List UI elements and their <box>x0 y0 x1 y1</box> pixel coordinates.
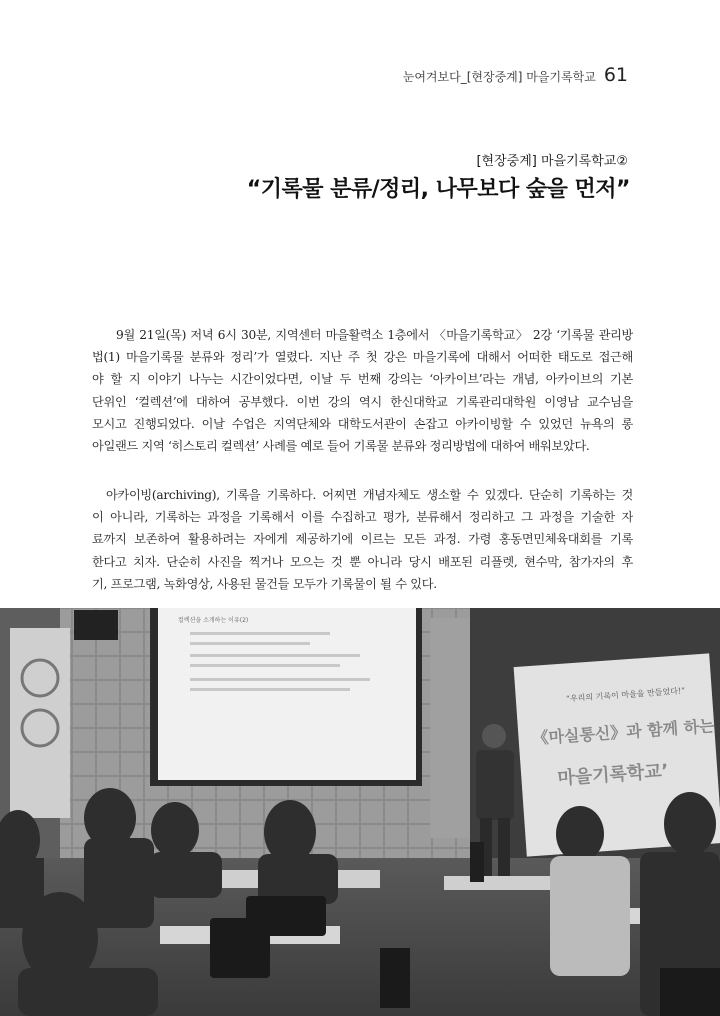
text-line: 아일랜드 지역 ‘히스토리 컬렉션’ 사례를 예로 들어 기록물 분류와 정리방법에 대하여 배워보았다. <box>92 439 590 454</box>
text-line: 아카이빙(archiving), 기록을 기록하다. 어찌면 개념자체도 생소할 수 있겠다. 단순히 기록하는 것 <box>106 488 633 502</box>
section-label: 눈여겨보다_[현장중계] 마을기록학교 <box>402 70 596 84</box>
banner-line-1: 《마실통신》과 함께 하는 <box>531 716 716 748</box>
text-line: 한다고 치자. 단순히 사진을 찍거나 모으는 것 뿐 아니라 당시 배포된 리플렛, 현수막, 참가자의 후 <box>92 554 633 569</box>
wall-poster <box>10 628 70 818</box>
body-paragraph-1 <box>92 324 633 457</box>
page-number: 61 <box>603 64 628 86</box>
banner-script: “우리의 기록이 마을을 만들었다!” <box>565 686 686 704</box>
screen-title: 컬렉션을 소개하는 이유(2) <box>178 617 249 624</box>
article-kicker: [현장중계] 마을기록학교② <box>476 154 628 169</box>
text-line: 모시고 진행되었다. 이날 수업은 지역단체와 대학도서관이 손잡고 아카이빙할 수 있었던 뉴욕의 롱 <box>92 416 633 431</box>
text-line: 이 아니라, 기록하는 과정을 기록해서 이를 수집하고 평가, 분류해서 정리하고 그 과정을 기술한 자 <box>92 510 633 525</box>
text-line: 법(1) 마을기록물 분류와 정리’가 열렸다. 지난 주 첫 강은 마을기록에 대해서 어떠한 태도로 접근해 <box>92 350 633 365</box>
body-paragraph-2 <box>92 484 633 595</box>
lecture-photo-illustration <box>0 608 720 1016</box>
banner-line-2: 마을기록학교’ <box>556 760 670 790</box>
text-line: 9월 21일(목) 저녁 6시 30분, 지역센터 마을활력소 1층에서 〈마을기록학교〉 2강 ‘기록물 관리방 <box>116 328 633 342</box>
running-head <box>403 64 628 86</box>
text-line: 기, 프로그램, 녹화영상, 사용된 물건들 모두가 기록물이 될 수 있다. <box>92 576 437 591</box>
text-line: 료까지 보존하여 활용하려는 자에게 제공하기에 이르는 모든 과정. 가령 홍동면민체육대회를 기록 <box>92 532 633 547</box>
text-line: 단위인 ‘컬렉션’에 대하여 공부했다. 이번 강의 역시 한신대학교 기록관리대학원 이영남 교수님을 <box>92 394 633 409</box>
article-title: “기록물 분류/정리, 나무보다 숲을 먼저” <box>246 177 630 202</box>
text-line: 야 할 지 이야기 나누는 시간이었다면, 이날 두 번째 강의는 ‘아카이브’라는 개념, 아카이브의 기본 <box>92 372 633 387</box>
lecture-photo <box>0 608 720 1016</box>
desk <box>444 876 554 890</box>
